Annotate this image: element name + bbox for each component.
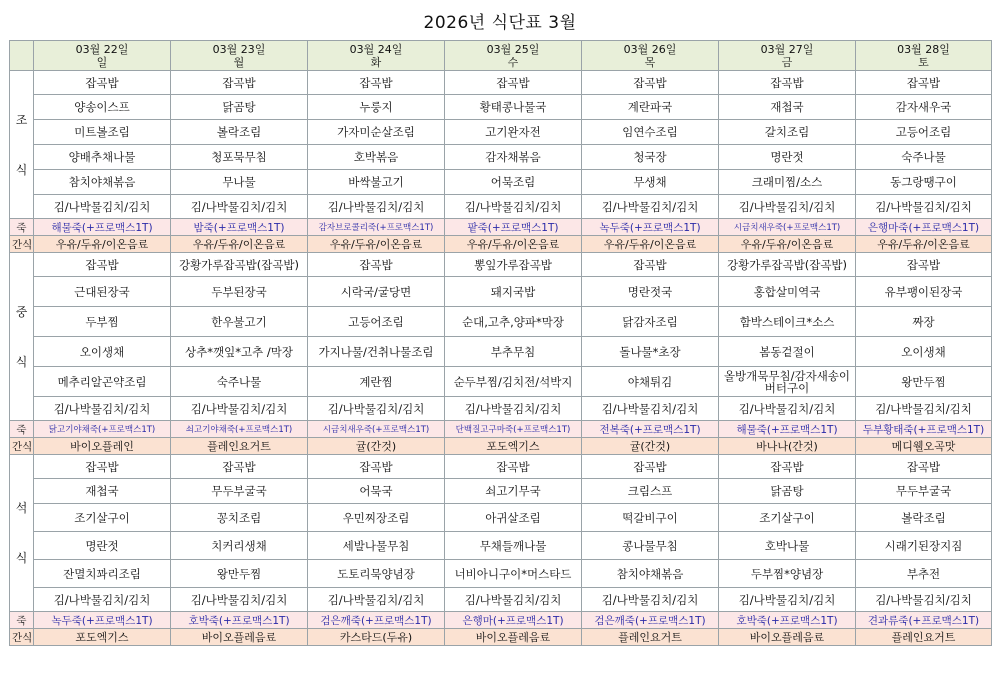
porridge-item: 감자브로콜리죽(+프로맥스1T) [308, 219, 445, 236]
breakfast-menu-item: 크래미찜/소스 [719, 170, 856, 195]
breakfast-menu-item: 김/나박물김치/김치 [171, 195, 308, 219]
dinner-menu-item: 김/나박물김치/김치 [34, 588, 171, 612]
lunch-menu-item: 메추리알곤약조림 [34, 367, 171, 397]
lunch-menu-item: 오이생채 [856, 337, 992, 367]
snack-item: 우유/두유/이온음료 [445, 236, 582, 253]
lunch-menu-item: 함박스테이크*소스 [719, 307, 856, 337]
breakfast-label: 조 식 [10, 71, 34, 219]
lunch-menu-item: 강황가루잡곡밥(잡곡밥) [171, 253, 308, 277]
dinner-menu-item: 김/나박물김치/김치 [719, 588, 856, 612]
snack-item: 포도엑기스 [34, 629, 171, 646]
breakfast-menu-item: 청포묵무침 [171, 145, 308, 170]
breakfast-menu-item: 누룽지 [308, 95, 445, 120]
snack-item: 귤(간것) [582, 438, 719, 455]
lunch-menu-item: 야채튀김 [582, 367, 719, 397]
lunch-row [10, 253, 992, 277]
snack-item: 우유/두유/이온음료 [856, 236, 992, 253]
lunch-menu-item: 김/나박물김치/김치 [582, 397, 719, 421]
breakfast-menu-item: 볼락조림 [171, 120, 308, 145]
dinner-menu-item: 떡갈비구이 [582, 504, 719, 532]
dinner-porridge-row [10, 612, 992, 629]
day-header: 03월 26일 목 [582, 41, 719, 71]
porridge-item: 시금치새우죽(+프로맥스1T) [719, 219, 856, 236]
snack-item: 바이오플레음료 [171, 629, 308, 646]
day-header: 03월 28일 토 [856, 41, 992, 71]
dinner-row [10, 504, 992, 532]
lunch-menu-item: 상추*깻잎*고추 /막장 [171, 337, 308, 367]
breakfast-menu-item: 잡곡밥 [582, 71, 719, 95]
porridge-label: 죽 [10, 421, 34, 438]
lunch-menu-item: 계란찜 [308, 367, 445, 397]
lunch-menu-item: 시락국/굴당면 [308, 277, 445, 307]
dinner-snack-row [10, 629, 992, 646]
lunch-menu-item: 김/나박물김치/김치 [34, 397, 171, 421]
dinner-menu-item: 무두부굴국 [856, 479, 992, 504]
day-header: 03월 22일 일 [34, 41, 171, 71]
breakfast-menu-item: 청국장 [582, 145, 719, 170]
dinner-menu-item: 잡곡밥 [719, 455, 856, 479]
snack-item: 플레인요거트 [856, 629, 992, 646]
breakfast-menu-item: 황태콩나물국 [445, 95, 582, 120]
breakfast-menu-item: 잡곡밥 [445, 71, 582, 95]
breakfast-menu-item: 동그랑땡구이 [856, 170, 992, 195]
dinner-label: 석 식 [10, 455, 34, 612]
dinner-row [10, 532, 992, 560]
breakfast-porridge-row [10, 219, 992, 236]
snack-item: 우유/두유/이온음료 [34, 236, 171, 253]
porridge-item: 시금치새우죽(+프로맥스1T) [308, 421, 445, 438]
dinner-menu-item: 조기살구이 [719, 504, 856, 532]
dinner-menu-item: 호박나물 [719, 532, 856, 560]
breakfast-menu-item: 감자채볶음 [445, 145, 582, 170]
snack-item: 우유/두유/이온음료 [308, 236, 445, 253]
breakfast-menu-item: 무생채 [582, 170, 719, 195]
lunch-label: 중 식 [10, 253, 34, 421]
dinner-menu-item: 참치야채볶음 [582, 560, 719, 588]
dinner-menu-item: 김/나박물김치/김치 [856, 588, 992, 612]
lunch-menu-item: 왕만두찜 [856, 367, 992, 397]
dinner-row [10, 455, 992, 479]
dinner-row [10, 588, 992, 612]
lunch-menu-item: 돌나물*초장 [582, 337, 719, 367]
dinner-menu-item: 시래기된장지짐 [856, 532, 992, 560]
lunch-row [10, 337, 992, 367]
snack-item: 바이오플레음료 [445, 629, 582, 646]
lunch-menu-item: 김/나박물김치/김치 [856, 397, 992, 421]
lunch-menu-item: 유부팽이된장국 [856, 277, 992, 307]
dinner-menu-item: 잔멸치꽈리조림 [34, 560, 171, 588]
lunch-menu-item: 봄동겉절이 [719, 337, 856, 367]
breakfast-menu-item: 양송이스프 [34, 95, 171, 120]
breakfast-menu-item: 김/나박물김치/김치 [582, 195, 719, 219]
breakfast-menu-item: 닭곰탕 [171, 95, 308, 120]
snack-label: 간식 [10, 438, 34, 455]
breakfast-menu-item: 잡곡밥 [856, 71, 992, 95]
dinner-menu-item: 콩나물무침 [582, 532, 719, 560]
lunch-row [10, 367, 992, 397]
dinner-menu-item: 잡곡밥 [308, 455, 445, 479]
dinner-menu-item: 명란젓 [34, 532, 171, 560]
porridge-label: 죽 [10, 219, 34, 236]
breakfast-menu-item: 김/나박물김치/김치 [445, 195, 582, 219]
lunch-row [10, 397, 992, 421]
lunch-menu-item: 두부된장국 [171, 277, 308, 307]
dinner-menu-item: 우민찌장조림 [308, 504, 445, 532]
porridge-item: 밤죽(+프로맥스1T) [171, 219, 308, 236]
porridge-item: 견과류죽(+프로맥스1T) [856, 612, 992, 629]
breakfast-menu-item: 잡곡밥 [171, 71, 308, 95]
lunch-menu-item: 가지나물/건취나물조림 [308, 337, 445, 367]
porridge-item: 검은깨죽(+프로맥스1T) [308, 612, 445, 629]
lunch-menu-item: 명란젓국 [582, 277, 719, 307]
snack-item: 바이오플레인 [34, 438, 171, 455]
dinner-menu-item: 김/나박물김치/김치 [308, 588, 445, 612]
breakfast-snack-row [10, 236, 992, 253]
porridge-item: 녹두죽(+프로맥스1T) [34, 612, 171, 629]
dinner-menu-item: 쇠고기무국 [445, 479, 582, 504]
snack-item: 플레인요거트 [171, 438, 308, 455]
lunch-menu-item: 뽕잎가루잡곡밥 [445, 253, 582, 277]
breakfast-menu-item: 호박볶음 [308, 145, 445, 170]
porridge-item: 은행마죽(+프로맥스1T) [856, 219, 992, 236]
dinner-row [10, 560, 992, 588]
breakfast-menu-item: 가자미순살조림 [308, 120, 445, 145]
snack-item: 포도엑기스 [445, 438, 582, 455]
lunch-row [10, 277, 992, 307]
dinner-menu-item: 치커리생채 [171, 532, 308, 560]
dinner-menu-item: 잡곡밥 [171, 455, 308, 479]
porridge-item: 은행마(+프로맥스1T) [445, 612, 582, 629]
breakfast-row [10, 71, 992, 95]
dinner-menu-item: 잡곡밥 [582, 455, 719, 479]
breakfast-row [10, 95, 992, 120]
porridge-label: 죽 [10, 612, 34, 629]
day-header: 03월 24일 화 [308, 41, 445, 71]
dinner-menu-item: 두부찜*양념장 [719, 560, 856, 588]
dinner-menu-item: 재첩국 [34, 479, 171, 504]
porridge-item: 해물죽(+프로맥스1T) [719, 421, 856, 438]
lunch-menu-item: 고등어조림 [308, 307, 445, 337]
lunch-menu-item: 잡곡밥 [582, 253, 719, 277]
lunch-menu-item: 근대된장국 [34, 277, 171, 307]
dinner-menu-item: 잡곡밥 [445, 455, 582, 479]
breakfast-menu-item: 재첩국 [719, 95, 856, 120]
lunch-porridge-row [10, 421, 992, 438]
breakfast-menu-item: 양배추채나물 [34, 145, 171, 170]
snack-item: 우유/두유/이온음료 [582, 236, 719, 253]
porridge-item: 닭고기야채죽(+프로맥스1T) [34, 421, 171, 438]
snack-label: 간식 [10, 236, 34, 253]
breakfast-menu-item: 어묵조림 [445, 170, 582, 195]
porridge-item: 두부황태죽(+프로맥스1T) [856, 421, 992, 438]
lunch-menu-item: 김/나박물김치/김치 [171, 397, 308, 421]
lunch-menu-item: 부추무침 [445, 337, 582, 367]
meal-plan-table [9, 40, 992, 646]
breakfast-menu-item: 갈치조림 [719, 120, 856, 145]
lunch-menu-item: 숙주나물 [171, 367, 308, 397]
breakfast-menu-item: 잡곡밥 [308, 71, 445, 95]
snack-item: 메디웰오곡맛 [856, 438, 992, 455]
dinner-menu-item: 세발나물무침 [308, 532, 445, 560]
lunch-menu-item: 닭감자조림 [582, 307, 719, 337]
lunch-row [10, 307, 992, 337]
breakfast-menu-item: 고등어조림 [856, 120, 992, 145]
dinner-menu-item: 볼락조림 [856, 504, 992, 532]
breakfast-row [10, 170, 992, 195]
porridge-item: 녹두죽(+프로맥스1T) [582, 219, 719, 236]
snack-item: 바이오플레음료 [719, 629, 856, 646]
porridge-item: 쇠고기야채죽(+프로맥스1T) [171, 421, 308, 438]
breakfast-menu-item: 김/나박물김치/김치 [308, 195, 445, 219]
dinner-menu-item: 어묵국 [308, 479, 445, 504]
porridge-item: 전복죽(+프로맥스1T) [582, 421, 719, 438]
snack-item: 우유/두유/이온음료 [719, 236, 856, 253]
lunch-menu-item: 돼지국밥 [445, 277, 582, 307]
lunch-menu-item: 강황가루잡곡밥(잡곡밥) [719, 253, 856, 277]
dinner-menu-item: 잡곡밥 [34, 455, 171, 479]
snack-label: 간식 [10, 629, 34, 646]
lunch-menu-item: 김/나박물김치/김치 [719, 397, 856, 421]
header-row [10, 41, 992, 71]
day-header: 03월 23일 월 [171, 41, 308, 71]
porridge-item: 단백질고구마죽(+프로맥스1T) [445, 421, 582, 438]
breakfast-menu-item: 잡곡밥 [719, 71, 856, 95]
dinner-menu-item: 크림스프 [582, 479, 719, 504]
breakfast-menu-item: 김/나박물김치/김치 [856, 195, 992, 219]
dinner-menu-item: 너비아니구이*머스타드 [445, 560, 582, 588]
breakfast-menu-item: 고기완자전 [445, 120, 582, 145]
porridge-item: 검은깨죽(+프로맥스1T) [582, 612, 719, 629]
lunch-snack-row [10, 438, 992, 455]
lunch-menu-item: 올방개묵무침/감자새송이버터구이 [719, 367, 856, 397]
dinner-menu-item: 아귀살조림 [445, 504, 582, 532]
breakfast-menu-item: 계란파국 [582, 95, 719, 120]
snack-item: 카스타드(두유) [308, 629, 445, 646]
day-header: 03월 27일 금 [719, 41, 856, 71]
lunch-menu-item: 홍합살미역국 [719, 277, 856, 307]
lunch-menu-item: 두부찜 [34, 307, 171, 337]
dinner-menu-item: 김/나박물김치/김치 [171, 588, 308, 612]
breakfast-menu-item: 바싹불고기 [308, 170, 445, 195]
lunch-menu-item: 잡곡밥 [856, 253, 992, 277]
lunch-menu-item: 짜장 [856, 307, 992, 337]
lunch-menu-item: 김/나박물김치/김치 [445, 397, 582, 421]
lunch-menu-item: 잡곡밥 [308, 253, 445, 277]
lunch-menu-item: 김/나박물김치/김치 [308, 397, 445, 421]
snack-item: 귤(간것) [308, 438, 445, 455]
lunch-menu-item: 순대,고추,양파*막장 [445, 307, 582, 337]
dinner-menu-item: 조기살구이 [34, 504, 171, 532]
breakfast-menu-item: 감자새우국 [856, 95, 992, 120]
breakfast-menu-item: 명란젓 [719, 145, 856, 170]
dinner-menu-item: 김/나박물김치/김치 [582, 588, 719, 612]
dinner-row [10, 479, 992, 504]
breakfast-menu-item: 임연수조림 [582, 120, 719, 145]
dinner-menu-item: 왕만두찜 [171, 560, 308, 588]
porridge-item: 호박죽(+프로맥스1T) [171, 612, 308, 629]
lunch-menu-item: 순두부찜/김치전/석박지 [445, 367, 582, 397]
breakfast-row [10, 195, 992, 219]
lunch-menu-item: 오이생채 [34, 337, 171, 367]
dinner-menu-item: 김/나박물김치/김치 [445, 588, 582, 612]
snack-item: 바나나(간것) [719, 438, 856, 455]
breakfast-menu-item: 참치야채볶음 [34, 170, 171, 195]
dinner-menu-item: 무두부굴국 [171, 479, 308, 504]
day-header: 03월 25일 수 [445, 41, 582, 71]
dinner-menu-item: 무채들깨나물 [445, 532, 582, 560]
porridge-item: 호박죽(+프로맥스1T) [719, 612, 856, 629]
dinner-menu-item: 도토리묵양념장 [308, 560, 445, 588]
dinner-menu-item: 꽁치조림 [171, 504, 308, 532]
header-corner [10, 41, 34, 71]
breakfast-menu-item: 김/나박물김치/김치 [34, 195, 171, 219]
dinner-menu-item: 잡곡밥 [856, 455, 992, 479]
page-title: 2026년 식단표 3월 [423, 13, 577, 33]
breakfast-menu-item: 김/나박물김치/김치 [719, 195, 856, 219]
snack-item: 플레인요거트 [582, 629, 719, 646]
breakfast-menu-item: 숙주나물 [856, 145, 992, 170]
dinner-menu-item: 닭곰탕 [719, 479, 856, 504]
porridge-item: 팥죽(+프로맥스1T) [445, 219, 582, 236]
snack-item: 우유/두유/이온음료 [171, 236, 308, 253]
breakfast-menu-item: 무나물 [171, 170, 308, 195]
breakfast-menu-item: 잡곡밥 [34, 71, 171, 95]
breakfast-row [10, 145, 992, 170]
porridge-item: 해물죽(+프로맥스1T) [34, 219, 171, 236]
breakfast-menu-item: 미트볼조림 [34, 120, 171, 145]
dinner-menu-item: 부추전 [856, 560, 992, 588]
lunch-menu-item: 잡곡밥 [34, 253, 171, 277]
breakfast-row [10, 120, 992, 145]
lunch-menu-item: 한우불고기 [171, 307, 308, 337]
